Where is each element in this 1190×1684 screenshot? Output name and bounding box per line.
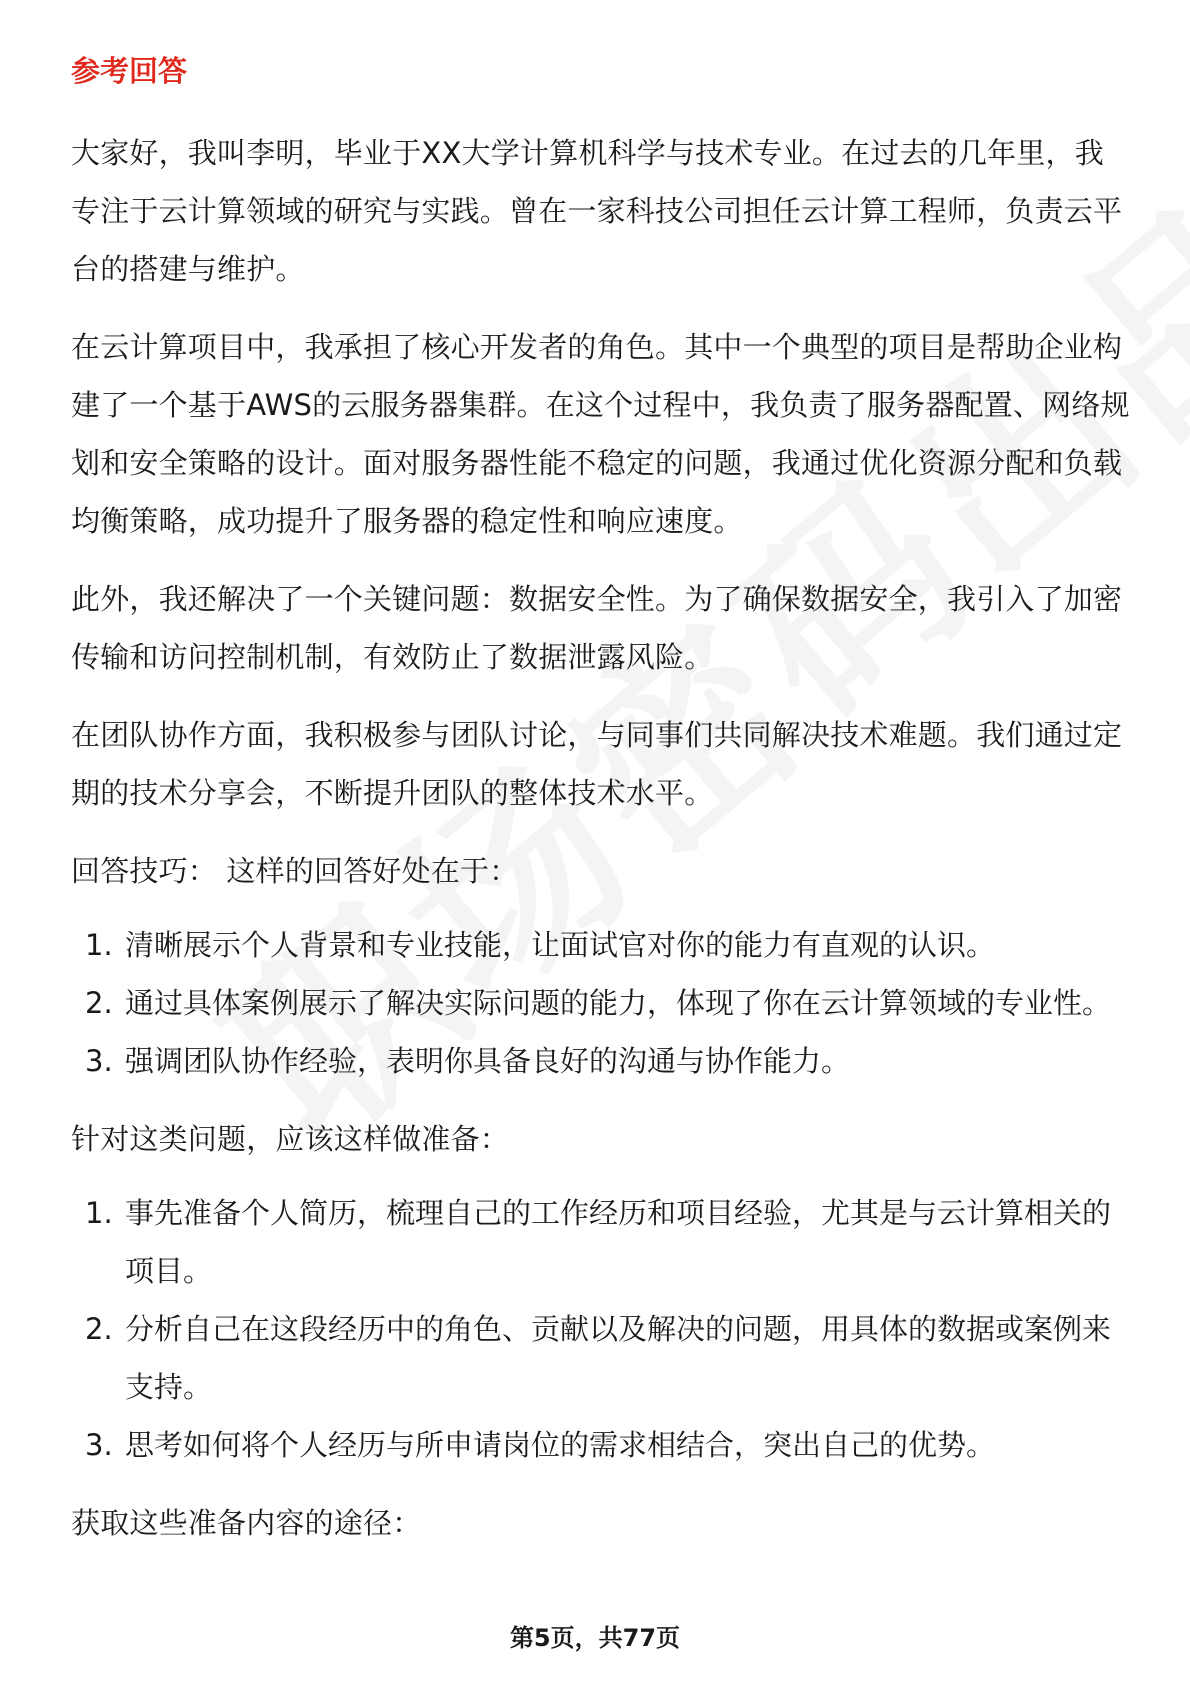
list-item: 1. 事先准备个人简历，梳理自己的工作经历和项目经验，尤其是与云计算相关的项目。	[85, 1196, 1112, 1288]
list-item: 2. 分析自己在这段经历中的角色、贡献以及解决的问题，用具体的数据或案例来支持。	[85, 1312, 1112, 1404]
document-content	[71, 38, 1131, 1552]
prep-list	[71, 1184, 1131, 1474]
section-title: 参考回答	[71, 54, 188, 88]
page-number: 第5页，共77页	[509, 1624, 681, 1652]
list-item: 3. 强调团队协作经验，表明你具备良好的沟通与协作能力。	[85, 1044, 851, 1078]
sources-heading: 获取这些准备内容的途径：	[71, 1506, 422, 1540]
paragraph-project: 在云计算项目中，我承担了核心开发者的角色。其中一个典型的项目是帮助企业构建了一个基于AWS的云服务器集群。在这个过程中，我负责了服务器配置、网络规划和安全策略的设计。面对服务器性能不稳定的问题，我通过优化资源分配和负载均衡策略，成功提升了服务器的稳定性和响应速度。	[71, 330, 1130, 538]
paragraph-intro: 大家好，我叫李明，毕业于XX大学计算机科学与技术专业。在过去的几年里，我专注于云计算领域的研究与实践。曾在一家科技公司担任云计算工程师，负责云平台的搭建与维护。	[71, 136, 1123, 286]
list-item: 2. 通过具体案例展示了解决实际问题的能力，体现了你在云计算领域的专业性。	[85, 986, 1112, 1020]
paragraph-teamwork: 在团队协作方面，我积极参与团队讨论，与同事们共同解决技术难题。我们通过定期的技术分享会，不断提升团队的整体技术水平。	[71, 718, 1123, 810]
prep-heading: 针对这类问题，应该这样做准备：	[71, 1122, 510, 1156]
list-item: 3. 思考如何将个人经历与所申请岗位的需求相结合，突出自己的优势。	[85, 1428, 996, 1462]
tips-heading: 回答技巧： 这样的回答好处在于：	[71, 854, 519, 888]
paragraph-security: 此外，我还解决了一个关键问题：数据安全性。为了确保数据安全，我引入了加密传输和访问控制机制，有效防止了数据泄露风险。	[71, 582, 1123, 674]
tips-list	[71, 916, 1131, 1090]
list-item: 1. 清晰展示个人背景和专业技能，让面试官对你的能力有直观的认识。	[85, 928, 996, 962]
